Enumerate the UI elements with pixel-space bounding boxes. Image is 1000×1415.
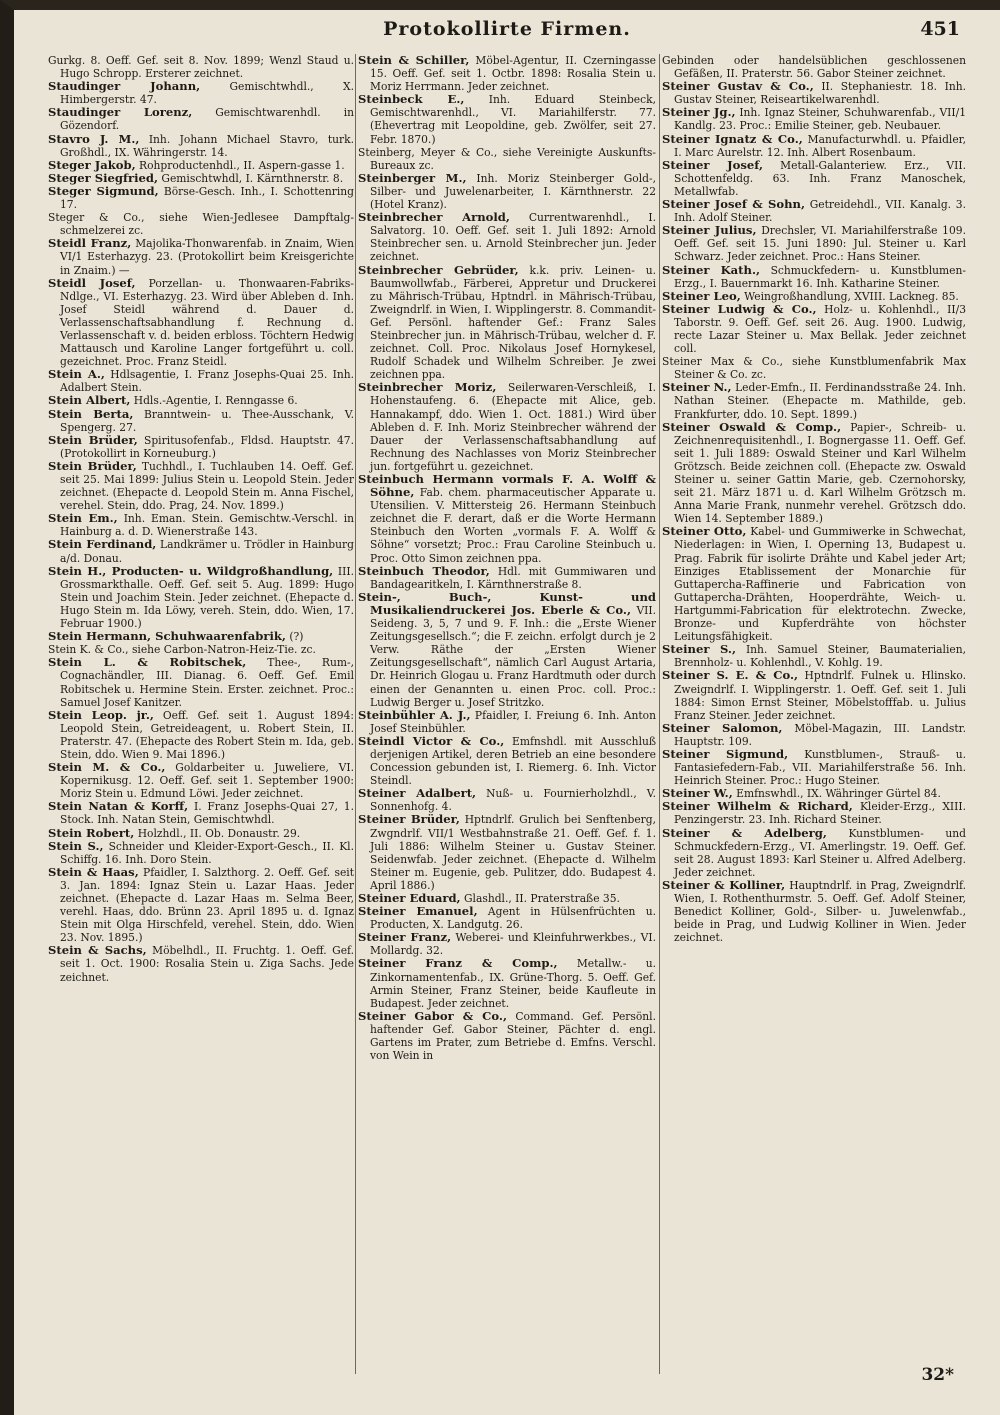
printer-signature: 32* — [921, 1365, 954, 1385]
directory-entry — [358, 54, 656, 93]
directory-entry — [48, 106, 354, 132]
entry-details: VII. Seideng. 3, 5, 7 und 9. F. Inh.: die „Erste Wiener Zeitungsgesellsch.“; die F. zeichn. erfolgt durch je 2 Verw. Räthe der „Ersten Wiener Zeitungsgesellschaft“, nämlich Carl August Artaria, Dr. Heinrich Glogau u. Franz Hardtmuth oder durch einen der Genannten u. einen Proc. coll. Proc.: Ludwig Berger u. Josef Stritzko. — [370, 603, 656, 709]
firm-name: Staudinger Johann, — [48, 79, 201, 94]
firm-name: Stein & Schiller, — [358, 54, 470, 67]
entry-details: Oeff. Gef. seit 1. August 1894: Leopold Stein, Getreideagent, u. Robert Stein, II. Praterstr. 47. (Ehepacte des Robert Stein m. Ida, geb. Stein, ddo. Wien 9. Mai 1896.) — [60, 708, 354, 761]
entry-details: Agent in Hülsenfrüchten u. Producten, X. Landgutg. 26. — [370, 905, 656, 932]
entry-details: Weingroßhandlung, XVIII. Lackneg. 85. — [744, 289, 959, 303]
directory-entry — [48, 408, 354, 434]
directory-entry — [48, 512, 354, 538]
firm-name: Steiner Gabor & Co., — [358, 1008, 508, 1023]
entry-details: Hauptndrlf. in Prag, Zweigndrlf. Wien, I. Rothenthurmstr. 5. Oeff. Gef. Adolf Steiner, Benedict Kolliner, Gold-, Silber- u. Juwelenwfab., beide in Prag, und Ludwig Kolliner in Wien. Jeder zeichnet. — [674, 878, 966, 945]
entry-details: Hdls.-Agentie, I. Renngasse 6. — [133, 394, 298, 408]
firm-name: Stein Berta, — [48, 406, 134, 421]
firm-name: Steiner Franz & Comp., — [358, 956, 558, 971]
directory-entry — [662, 827, 966, 879]
firm-name: Steiner & Adelberg, — [662, 825, 827, 840]
firm-name: Stein Natan & Korff, — [48, 799, 189, 814]
directory-entry — [662, 106, 966, 132]
column-1 — [48, 54, 354, 1384]
entry-details: Pfaidler, I. Salzthorg. 2. Oeff. Gef. seit 3. Jan. 1894: Ignaz Stein u. Lazar Haas. Jeder zeichnet. (Ehepacte d. Lazar Haas m. Selma Beer, verehl. Haas, ddo. Brünn 23. April 1895 u. d. Ignaz Stein mit Olga Hirschfeld, verehel. Stein, ddo. Wien 23. Nov. 1895.) — [60, 865, 354, 945]
entry-details: Kunstblumen-, Strauß- u. Fantasiefedern-Fab., VII. Mariahilferstraße 56. Inh. Heinrich Steiner. Proc.: Hugo Steiner. — [674, 747, 966, 788]
entry-details: Hptndrlf. Grulich bei Senftenberg, Zwgndrlf. VII/1 Westbahnstraße 21. Oeff. Gef. f. 1. Juli 1886: Wilhelm Steiner u. Gustav Steiner. Seidenwfab. Jeder zeichnet. (Ehepacte d. Wilhelm Steiner m. Eugenie, geb. Pulitzer, ddo. Budapest 4. April 1886.) — [370, 813, 656, 892]
entry-details: Schneider und Kleider-Export-Gesch., II. Kl. Schiffg. 16. Inh. Doro Stein. — [60, 839, 354, 866]
directory-entry — [662, 224, 966, 263]
directory-entry — [662, 381, 966, 420]
entry-details: Möbel-Agentur, II. Czerningasse 15. Oeff. Gef. seit 1. Octbr. 1898: Rosalia Stein u. Moriz Herrmann. Jeder zeichnet. — [370, 54, 656, 94]
firm-name: Steiner Kath., — [662, 262, 761, 277]
directory-entry — [662, 303, 966, 355]
directory-entry — [662, 198, 966, 224]
firm-name: Steinbeck E., — [358, 92, 465, 107]
firm-name: Stein Brüder, — [48, 432, 138, 447]
column-divider — [355, 54, 356, 1374]
entry-details: Inh. Eduard Steinbeck, Gemischtwarenhdl., VI. Mariahilferstr. 77. (Ehevertrag mit Leopoldine, geb. Zwölfer, seit 27. Febr. 1870.) — [370, 93, 656, 146]
firm-name: Steiner W., — [662, 786, 733, 801]
directory-entry — [48, 944, 354, 983]
directory-entry — [48, 630, 354, 643]
directory-entry — [358, 264, 656, 382]
directory-entry — [358, 93, 656, 145]
entry-details: Holz- u. Kohlenhdl., II/3 Taborstr. 9. Oeff. Gef. seit 26. Aug. 1900. Ludwig, recte Lazar Steiner u. Max Bellak. Jeder zeichnet coll. — [674, 302, 966, 356]
entry-details: Inh. Moriz Steinberger Gold-, Silber- und Juwelenarbeiter, I. Kärnthnerstr. 22 (Hotel Kranz). — [370, 171, 656, 212]
directory-entry — [358, 957, 656, 1009]
firm-name: Stein Robert, — [48, 825, 135, 840]
directory-entry — [48, 237, 354, 276]
firm-name: Steiner Otto, — [662, 524, 747, 539]
firm-name: Steiner Wilhelm & Richard, — [662, 799, 853, 814]
entry-details: Hdlsagentie, I. Franz Josephs-Quai 25. Inh. Adalbert Stein. — [60, 368, 354, 395]
firm-name: Steinbühler A. J., — [358, 707, 471, 722]
directory-entry — [48, 434, 354, 460]
entry-details: Weberei- und Kleinfuhrwerkbes., VI. Mollardg. 32. — [370, 931, 656, 958]
entry-details: Kleider-Erzg., XIII. Penzingerstr. 23. Inh. Richard Steiner. — [674, 800, 966, 827]
entry-details: Drechsler, VI. Mariahilferstraße 109. Oeff. Gef. seit 15. Juni 1890: Jul. Steiner u. Karl Schwarz. Jeder zeichnet. Proc.: Hans Steiner. — [674, 224, 966, 264]
directory-entry — [48, 277, 354, 369]
directory-entry — [358, 172, 656, 211]
entry-details: Nuß- u. Fournierholzhdl., V. Sonnenhofg. 4. — [370, 787, 656, 814]
entry-details: Steinberg, Meyer & Co., siehe Vereinigte Auskunfts-Bureaux zc. — [358, 145, 656, 172]
entry-details: Hptndrlf. Fulnek u. Hlinsko. Zweigndrlf. I. Wipplingerstr. 1. Oeff. Gef. seit 1. Juli 1884: Simon Ernst Steiner, Möbelstofffab. u. Julius Franz Steiner. Jeder zeichnet. — [674, 669, 966, 722]
entry-details: II. Stephaniestr. 18. Inh. Gustav Steiner, Reiseartikelwarenhdl. — [674, 80, 966, 107]
firm-name: Steinbrecher Arnold, — [358, 210, 510, 225]
firm-name: Steidl Franz, — [48, 236, 132, 251]
directory-entry — [358, 473, 656, 565]
entry-details: (?) — [289, 630, 304, 644]
entry-details: Börse-Gesch. Inh., I. Schottenring 17. — [60, 184, 354, 212]
directory-entry — [48, 54, 354, 80]
entry-details: Möbel-Magazin, III. Landstr. Hauptstr. 109. — [674, 721, 966, 748]
entry-details: Branntwein- u. Thee-Ausschank, V. Spengerg. 27. — [60, 407, 354, 434]
firm-name: Steiner Ignatz & Co., — [662, 131, 803, 146]
directory-entry — [48, 800, 354, 826]
entry-details: Emfnshdl. mit Ausschluß derjenigen Artikel, deren Betrieb an eine besondere Concession gebunden ist, I. Riemerg. 6. Inh. Victor Steindl. — [370, 734, 656, 788]
directory-entry — [358, 565, 656, 591]
directory-entry — [48, 185, 354, 211]
entry-details: Kabel- und Gummiwerke in Schwechat, Niederlagen: in Wien, I. Operning 13, Budapest u. Prag. Fabrik für isolirte Drähte und Kabel jeder Art; Einziges Etablissement der Monarchie für Guttapercha-Raffinerie und Fabrication von Guttapercha-Drähten, Hooperdrähte, Weich- u. Hartgummi-Fabrication für elektrotechn. Zwecke, Bronze- und Kupferdrähte von höchster Leitungsfähigkeit. — [674, 525, 966, 644]
firm-name: Steiner Ludwig & Co., — [662, 301, 817, 316]
directory-entry — [662, 879, 966, 944]
directory-entry — [662, 722, 966, 748]
entry-details: Inh. Ignaz Steiner, Schuhwarenfab., VII/1 Kandlg. 23. Proc.: Emilie Steiner, geb. Neubauer. — [674, 106, 966, 133]
directory-entry — [48, 840, 354, 866]
firm-name: Stein M. & Co., — [48, 760, 166, 775]
firm-name: Stein Hermann, Schuhwaarenfabrik, — [48, 629, 286, 644]
firm-name: Steiner Sigmund, — [662, 746, 789, 761]
firm-name: Stein L. & Robitschek, — [48, 655, 247, 670]
directory-entry — [358, 146, 656, 172]
firm-name: Steiner Jg., — [662, 105, 736, 120]
entry-details: Glashdl., II. Praterstraße 35. — [464, 892, 620, 905]
directory-entry — [48, 460, 354, 512]
firm-name: Steidl Josef, — [48, 275, 136, 290]
entry-details: Gurkg. 8. Oeff. Gef. seit 8. Nov. 1899; Wenzl Staud u. Hugo Schropp. Ersterer zeichnet. — [48, 54, 354, 81]
entry-details: Fab. chem. pharmaceutischer Apparate u. Utensilien. V. Mittersteig 26. Hermann Steinbuch zeichnet die F. derart, daß er die Worte Hermann Steinbuch den Worten „vormals F. A. Wolff & Söhne“ vorsetzt; Proc.: Frau Caroline Steinbuch u. Proc. Otto Simon zeichnen ppa. — [370, 486, 656, 565]
firm-name: Steiner Franz, — [358, 930, 452, 945]
directory-entry — [48, 761, 354, 800]
firm-name: Steinbuch Hermann vormals F. A. Wolff & Söhne, — [358, 472, 656, 500]
directory-entry — [48, 565, 354, 630]
directory-entry — [48, 368, 354, 394]
directory-entry — [662, 525, 966, 643]
firm-name: Steiner & Kolliner, — [662, 877, 786, 892]
firm-name: Stein A., — [48, 367, 105, 382]
firm-name: Stein Ferdinand, — [48, 537, 157, 552]
directory-entry — [48, 656, 354, 708]
page-header — [54, 18, 960, 46]
entry-details: Holzhdl., II. Ob. Donaustr. 29. — [137, 826, 301, 840]
firm-name: Stein-, Buch-, Kunst- und Musikaliendruckerei Jos. Eberle & Co., — [358, 589, 656, 617]
firm-name: Steiner Salomon, — [662, 720, 783, 735]
directory-entry — [662, 133, 966, 159]
directory-entry — [48, 538, 354, 564]
entry-details: III. Grossmarkthalle. Oeff. Gef. seit 5. Aug. 1899: Hugo Stein und Joachim Stein. Jeder zeichnet. (Ehepacte d. Hugo Stein m. Ida Löwy, vereh. Stein, ddo. Wien, 17. Februar 1900.) — [60, 564, 354, 631]
entry-details: Stein K. & Co., siehe Carbon-Natron-Heiz-Tie. zc. — [48, 643, 316, 657]
entry-details: Leder-Emfn., II. Ferdinandsstraße 24. Inh. Nathan Steiner. (Ehepacte m. Mathilde, geb. Frankfurter, ddo. 10. Sept. 1899.) — [674, 381, 966, 421]
entry-details: Thee-, Rum-, Cognachändler, III. Dianag. 6. Oeff. Gef. Emil Robitschek u. Hermine Stein. Erster. zeichnet. Proc.: Samuel Josef Kanitzer. — [60, 656, 354, 709]
directory-entry — [662, 748, 966, 787]
directory-entry — [358, 381, 656, 473]
firm-name: Steiner Gustav & Co., — [662, 79, 814, 94]
entry-details: Metall-Galanteriew. Erz., VII. Schottenfeldg. 63. Inh. Franz Manoschek, Metallwfab. — [674, 158, 966, 198]
entry-details: Command. Gef. Persönl. haftender Gef. Gabor Steiner, Pächter d. engl. Gartens im Prater, zum Betriebe d. Emfns. Verschl. von Wein in — [370, 1009, 656, 1063]
entry-details: Seilerwaren-Verschleiß, I. Hohenstaufeng. 6. (Ehepacte mit Alice, geb. Hannakampf, ddo. Wien 1. Oct. 1881.) Wird über Ableben d. F. Inh. Moriz Steinbrecher während der Dauer der Verlassenschaftsabhandlung auf Rechnung des Nachlasses von Moriz Steinbrecher jun. fortgeführt u. gezeichnet. — [370, 381, 656, 473]
entry-details: Rohproductenhdl., II. Aspern-gasse 1. — [139, 158, 345, 172]
entry-details: Hdl. mit Gummiwaren und Bandagearitkeln, I. Kärnthnerstraße 8. — [370, 564, 656, 591]
entry-details: Metallw.- u. Zinkornamentenfab., IX. Grüne-Thorg. 5. Oeff. Gef. Armin Steiner, Franz Steiner, beide Kaufleute in Budapest. Jeder zeichnet. — [370, 957, 656, 1010]
firm-name: Stein H., Producten- u. Wildgroßhandlung, — [48, 563, 334, 578]
entry-details: Kunstblumen- und Schmuckfedern-Erzg., VI. Amerlingstr. 19. Oeff. Gef. seit 28. August 1893: Karl Steiner u. Alfred Adelberg. Jeder zeichnet. — [674, 826, 966, 879]
entry-details: Majolika-Thonwarenfab. in Znaim, Wien VI/1 Esterhazyg. 23. (Protokollirt beim Kreisgerichte in Znaim.) — — [60, 237, 354, 277]
entry-details: Möbelhdl., II. Fruchtg. 1. Oeff. Gef. seit 1. Oct. 1900: Rosalia Stein u. Ziga Sachs. Jede zeichnet. — [60, 944, 354, 984]
entry-details: Steger & Co., siehe Wien-Jedlesee Dampftalg-schmelzerei zc. — [48, 211, 354, 238]
firm-name: Steindl Victor & Co., — [358, 733, 505, 748]
directory-entry — [662, 669, 966, 721]
entry-details: Tuchhdl., I. Tuchlauben 14. Oeff. Gef. seit 25. Mai 1899: Julius Stein u. Leopold Stein. Jeder zeichnet. (Ehepacte d. Leopold Stein m. Anna Fischel, verehel. Stein, ddo. Prag, 24. Nov. 1899.) — [60, 459, 354, 513]
entry-details: Gemischtwarenhdl. in Gözendorf. — [60, 106, 354, 133]
firm-name: Stein & Sachs, — [48, 943, 147, 958]
entry-details: Spiritusofenfab., Fldsd. Hauptstr. 47. (Protokollirt in Korneuburg.) — [60, 433, 354, 460]
firm-name: Steiner Emanuel, — [358, 904, 478, 919]
directory-entry — [662, 421, 966, 526]
directory-entry — [358, 931, 656, 957]
firm-name: Stein Brüder, — [48, 458, 137, 473]
firm-name: Stein Albert, — [48, 393, 131, 408]
directory-entry — [662, 54, 966, 80]
entry-details: Getreidehdl., VII. Kanalg. 3. Inh. Adolf Steiner. — [674, 198, 966, 225]
entry-details: Schmuckfedern- u. Kunstblumen-Erzg., I. Bauernmarkt 16. Inh. Katharine Steiner. — [674, 263, 966, 290]
firm-name: Steiner Leo, — [662, 288, 741, 303]
firm-name: Steiner Brüder, — [358, 812, 460, 827]
firm-name: Staudinger Lorenz, — [48, 105, 193, 120]
directory-entry — [662, 80, 966, 106]
directory-entry — [48, 709, 354, 761]
firm-name: Steiner Julius, — [662, 223, 757, 238]
directory-entry — [48, 866, 354, 945]
directory-entry — [358, 709, 656, 735]
firm-name: Steinbuch Theodor, — [358, 563, 490, 578]
directory-entry — [662, 643, 966, 669]
firm-name: Steger Siegfried, — [48, 170, 159, 185]
column-3 — [662, 54, 966, 1384]
firm-name: Steiner Oswald & Comp., — [662, 419, 842, 434]
directory-entry — [662, 355, 966, 381]
entry-details: Gemischtwhdl., X. Himbergerstr. 47. — [60, 80, 354, 107]
entry-details: Steiner Max & Co., siehe Kunstblumenfabrik Max Steiner & Co. zc. — [662, 355, 966, 382]
entry-details: Goldarbeiter u. Juweliere, VI. Kopernikusg. 12. Oeff. Gef. seit 1. September 1900: Moriz Stein u. Edmund Löwi. Jeder zeichnet. — [60, 761, 354, 801]
firm-name: Stein Em., — [48, 511, 118, 526]
entry-details: k.k. priv. Leinen- u. Baumwollwfab., Färberei, Appretur und Druckerei zu Mährisch-Trübau, Hptndrl. in Mährisch-Trübau, Zweigndrlf. in Wien, I. Wipplingerstr. 8. Commandit-Gef. Persönl. haftender Gef.: Franz Sales Steinbrecher jun. in Mährisch-Trübau, welcher d. F. zeichnet. Coll. Proc. Nikolaus Josef Hornykesel, Rudolf Schadek und Wilhelm Schreiber. Je zwei zeichnen ppa. — [370, 263, 656, 382]
firm-name: Steiner S., — [662, 642, 737, 657]
directory-entry — [358, 813, 656, 892]
entry-details: I. Franz Josephs-Quai 27, 1. Stock. Inh. Natan Stein, Gemischtwhdl. — [60, 800, 354, 827]
entry-details: Inh. Johann Michael Stavro, turk. Großhdl., IX. Währingerstr. 14. — [60, 132, 354, 159]
firm-name: Steger Jakob, — [48, 157, 136, 172]
directory-entry — [358, 1010, 656, 1062]
directory-entry — [358, 905, 656, 931]
firm-name: Stavro J. M., — [48, 131, 140, 146]
firm-name: Steiner Eduard, — [358, 891, 461, 905]
entry-details: Papier-, Schreib- u. Zeichnenrequisitenhdl., I. Bognergasse 11. Oeff. Gef. seit 1. Juli 1889: Oswald Steiner und Karl Wilhelm Grötzsch. Beide zeichnen coll. (Ehepacte zw. Oswald Steiner u. seiner Gattin Marie, geb. Czernohorsky, seit 21. März 1871 u. d. Karl Wilhelm Grötzsch m. Anna Marie Frank, nunmehr verehel. Grötzsch ddo. Wien 14. September 1889.) — [674, 420, 966, 526]
firm-name: Stein S., — [48, 838, 104, 853]
directory-entry — [358, 787, 656, 813]
firm-name: Steiner N., — [662, 380, 732, 395]
firm-name: Steinberger M., — [358, 170, 467, 185]
directory-entry — [48, 80, 354, 106]
firm-name: Steiner Josef, — [662, 157, 764, 172]
entry-details: Inh. Samuel Steiner, Baumaterialien, Brennholz- u. Kohlenhdl., V. Kohlg. 19. — [674, 643, 966, 670]
directory-entry — [48, 133, 354, 159]
entry-details: Inh. Eman. Stein. Gemischtw.-Verschl. in Hainburg a. d. D. Wienerstraße 143. — [60, 512, 354, 539]
directory-entry — [358, 211, 656, 263]
entry-details: Currentwarenhdl., I. Salvatorg. 10. Oeff. Gef. seit 1. Juli 1892: Arnold Steinbrecher sen. u. Arnold Steinbrecher jun. Jeder zeichnet. — [370, 211, 656, 264]
directory-entry — [358, 735, 656, 787]
firm-name: Steiner Josef & Sohn, — [662, 197, 806, 212]
firm-name: Steiner S. E. & Co., — [662, 668, 799, 683]
entry-details: Gebinden oder handelsüblichen geschlossenen Gefäßen, II. Praterstr. 56. Gabor Steiner zeichnet. — [662, 54, 966, 81]
directory-entry — [358, 591, 656, 709]
firm-name: Steinbrecher Moriz, — [358, 380, 497, 395]
page-title: Protokollirte Firmen. — [383, 18, 631, 40]
entry-details: Manufacturwhdl. u. Pfaidler, I. Marc Aurelstr. 12. Inh. Albert Rosenbaum. — [674, 132, 966, 159]
entry-details: Landkrämer u. Trödler in Hainburg a/d. Donau. — [60, 538, 354, 565]
entry-details: Pfaidler, I. Freiung 6. Inh. Anton Josef Steinbühler. — [370, 708, 656, 735]
entry-details: Emfnswhdl., IX. Währinger Gürtel 84. — [736, 787, 941, 801]
directory-entry — [662, 159, 966, 198]
directory-entry — [662, 264, 966, 290]
firm-name: Steger Sigmund, — [48, 183, 159, 198]
firm-name: Steiner Adalbert, — [358, 786, 477, 801]
directory-entry — [48, 211, 354, 237]
firm-name: Stein & Haas, — [48, 864, 139, 879]
column-2 — [358, 54, 656, 1384]
firm-name: Steinbrecher Gebrüder, — [358, 262, 519, 277]
directory-entry — [662, 800, 966, 826]
entry-details: Porzellan- u. Thonwaaren-Fabriks-Ndlge., VI. Esterhazyg. 23. Wird über Ableben d. Inh. Josef Steidl während d. Dauer d. Verlassenschaftsabhandlung f. Rechnung d. Verlassenschaft v. d. beiden erbloss. Töchtern Hedwig Mattausch und Karoline Langer fortgeführt u. coll. gezeichnet. Proc. Franz Steidl. — [60, 276, 354, 369]
firm-name: Stein Leop. jr., — [48, 707, 154, 722]
entry-details: Gemischtwhdl, I. Kärnthnerstr. 8. — [161, 171, 344, 185]
column-divider — [659, 54, 660, 1374]
page-number: 451 — [920, 18, 960, 40]
